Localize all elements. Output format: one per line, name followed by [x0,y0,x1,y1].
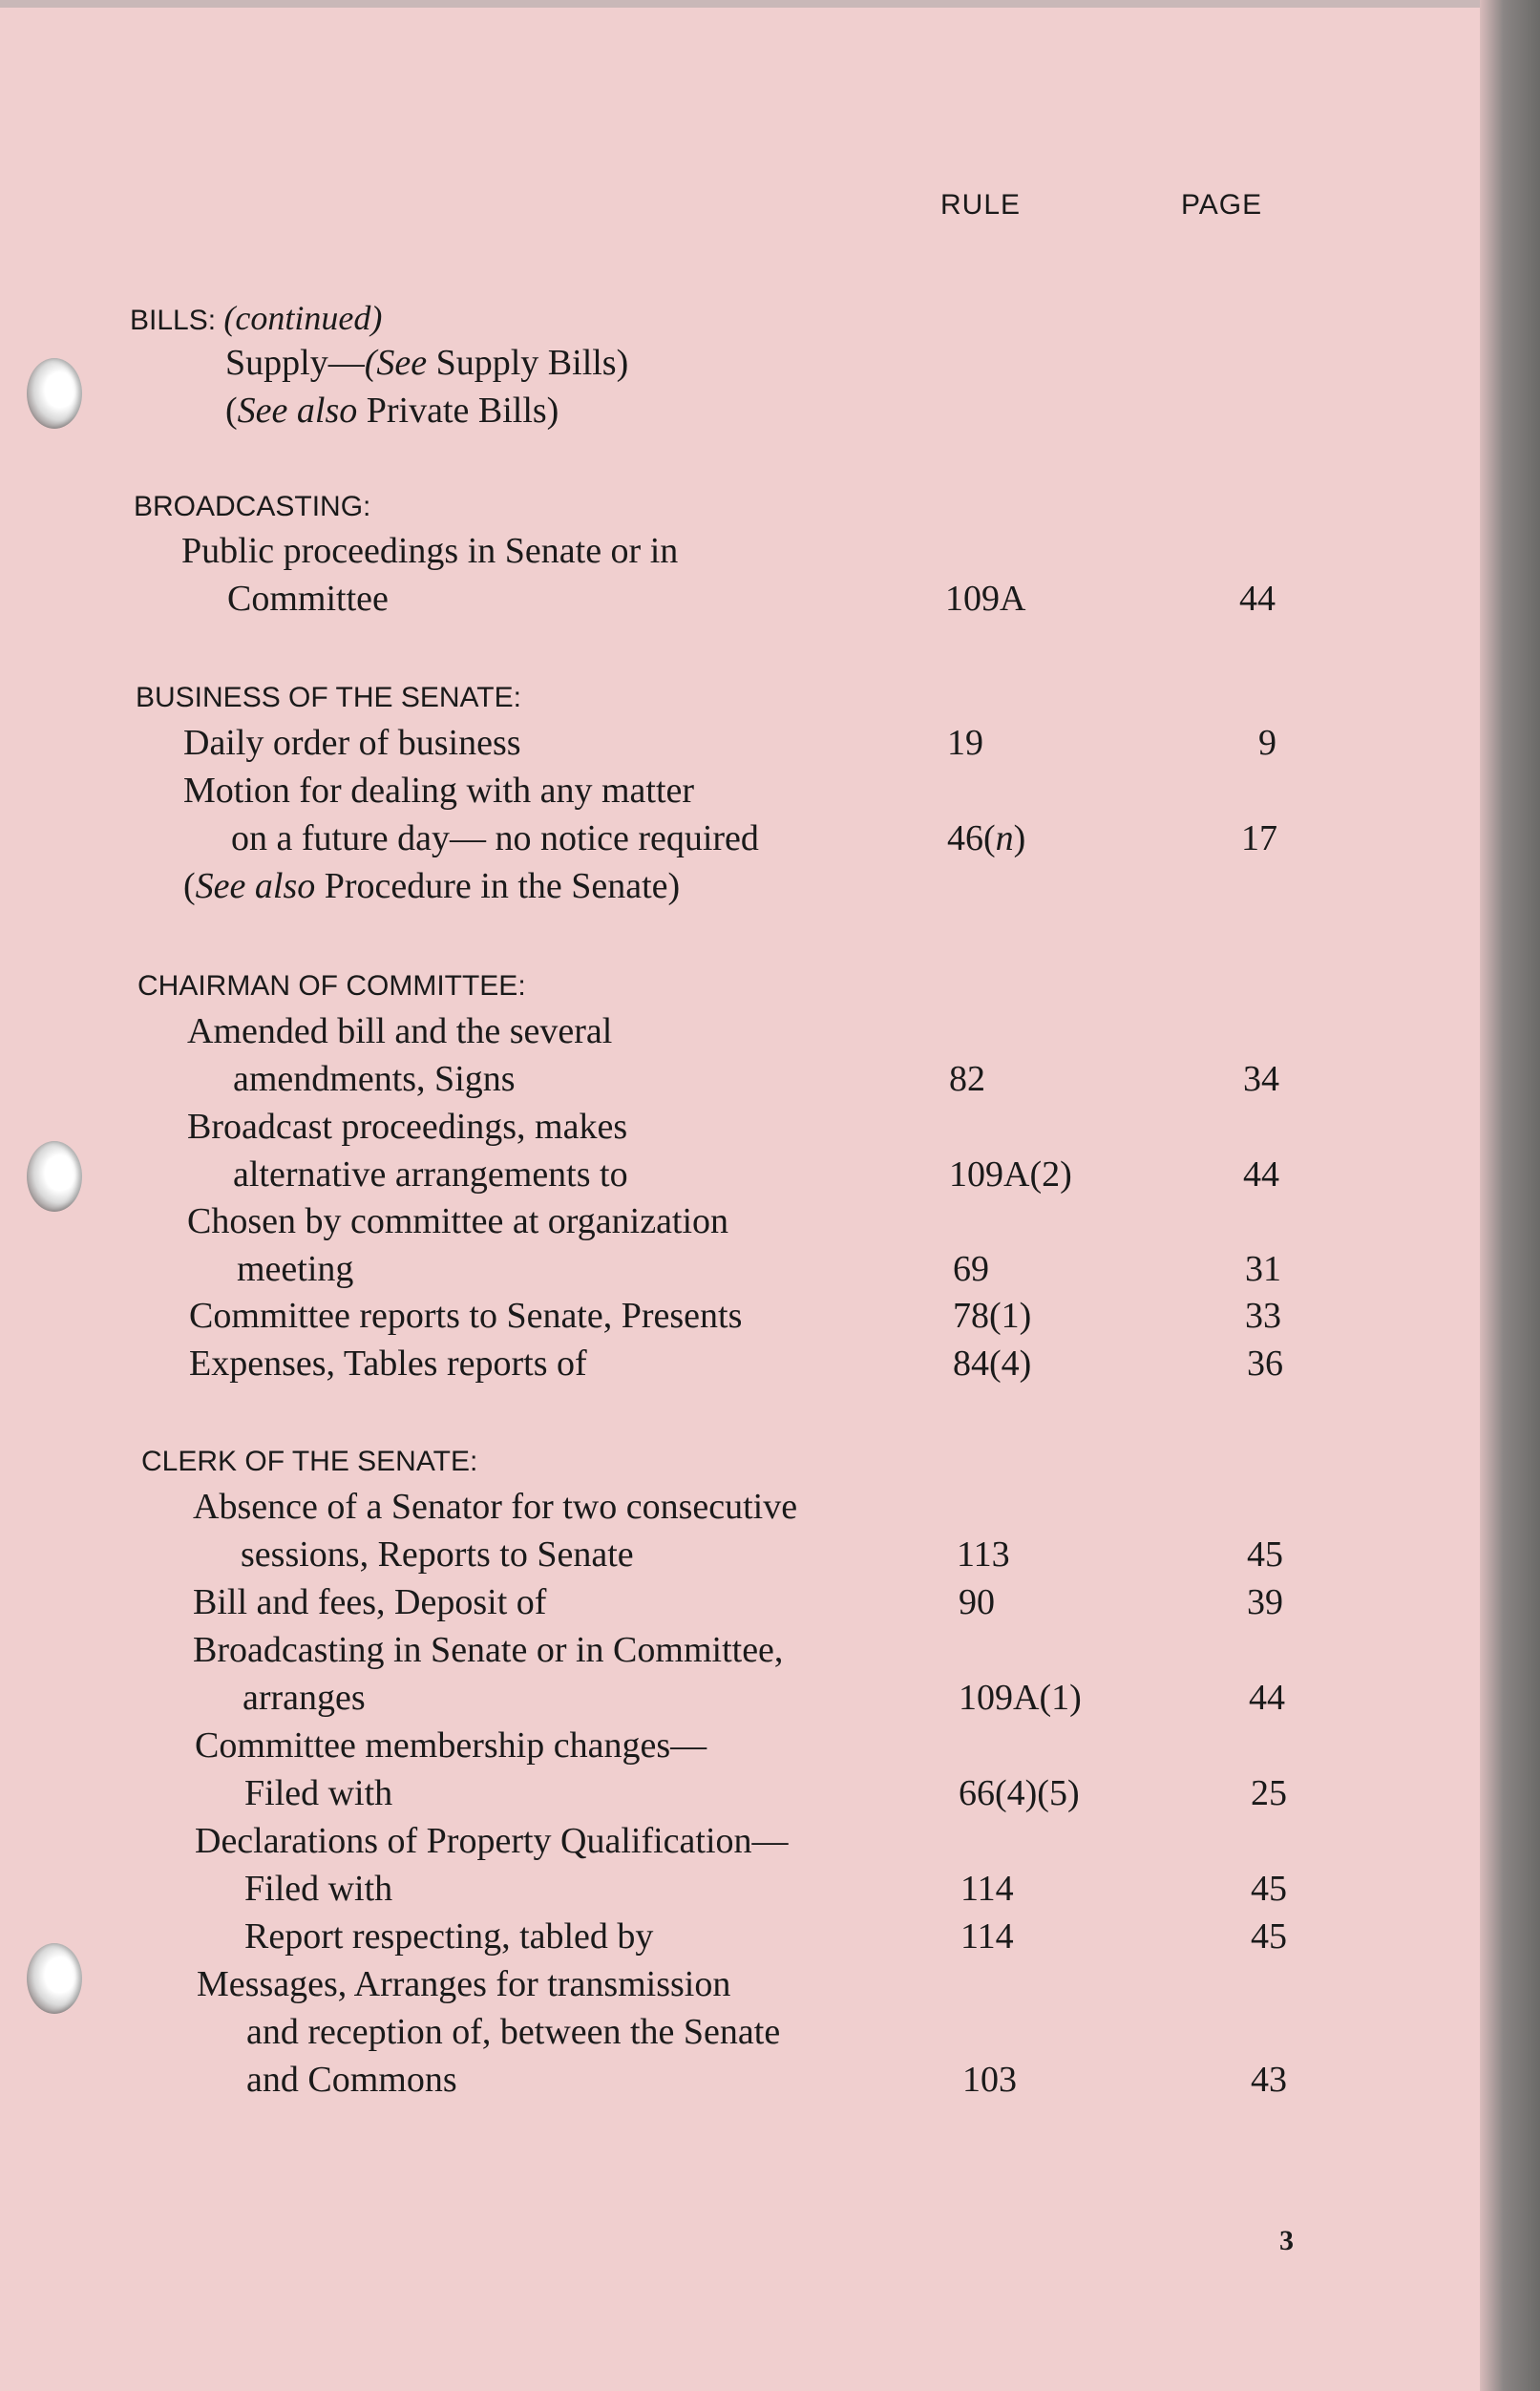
page-number: 44 [1243,1154,1279,1195]
rule-number: 46(n) [947,818,1026,858]
index-entry: sessions, Reports to Senate [241,1534,634,1575]
index-entry: Motion for dealing with any matter [183,771,695,811]
rule-number: 66(4)(5) [959,1773,1080,1813]
page-number: 36 [1247,1344,1283,1384]
index-entry: Broadcasting in Senate or in Committee, [193,1630,784,1670]
page-edge-shadow [1480,0,1540,2391]
page-number: 45 [1247,1534,1283,1575]
rule-number: 82 [949,1059,985,1099]
rule-number: 109A [945,579,1026,619]
page-number: 45 [1251,1916,1287,1957]
page-number: 34 [1243,1059,1279,1099]
section-heading-business: BUSINESS OF THE SENATE: [136,682,521,713]
index-entry: Filed with [244,1773,393,1813]
page-number: 39 [1247,1582,1283,1622]
rule-number: 69 [953,1249,989,1289]
page-number: 44 [1249,1678,1285,1718]
index-entry: and Commons [246,2060,457,2100]
rule-number: 114 [960,1869,1014,1909]
rule-number: 113 [957,1534,1010,1575]
binder-hole-icon [27,1943,82,2014]
rule-number: 114 [960,1916,1014,1957]
page-number: 45 [1251,1869,1287,1909]
page-number: 9 [1258,723,1276,763]
page-number: 31 [1245,1249,1281,1289]
index-entry: Filed with [244,1869,393,1909]
folio-page-number: 3 [1279,2225,1294,2256]
rule-number: 84(4) [953,1344,1032,1384]
rule-column-header: RULE [940,189,1022,221]
rule-number: 19 [947,723,983,763]
section-heading-bills: BILLS: (continued) [130,299,383,337]
page-number: 43 [1251,2060,1287,2100]
index-entry: Public proceedings in Senate or in [181,531,679,571]
index-entry: Supply—(See Supply Bills) [225,343,629,383]
index-entry: (See also Private Bills) [225,391,559,431]
binder-hole-icon [27,1141,82,1212]
page-number: 44 [1239,579,1276,619]
rule-number: 90 [959,1582,995,1622]
section-heading-clerk: CLERK OF THE SENATE: [141,1446,478,1477]
index-entry: Committee [227,579,389,619]
index-entry: Amended bill and the several [187,1011,613,1051]
rule-number: 103 [962,2060,1017,2100]
index-entry: and reception of, between the Senate [246,2012,781,2052]
binder-hole-icon [27,358,82,429]
index-entry: Bill and fees, Deposit of [193,1582,547,1622]
page-number: 17 [1241,818,1277,858]
index-entry: Expenses, Tables reports of [189,1344,587,1384]
index-entry: Daily order of business [183,723,521,763]
index-entry: alternative arrangements to [233,1154,628,1195]
index-entry: Committee reports to Senate, Presents [189,1296,743,1336]
index-entry: arranges [243,1678,366,1718]
page-number: 25 [1251,1773,1287,1813]
index-entry: (See also Procedure in the Senate) [183,866,681,906]
section-heading-broadcasting: BROADCASTING: [134,491,371,522]
index-entry: Committee membership changes— [195,1725,707,1766]
rule-number: 109A(2) [949,1154,1072,1195]
top-shadow [0,0,1480,8]
index-entry: Messages, Arranges for transmission [197,1964,731,2004]
page-column-header: PAGE [1181,189,1263,221]
index-entry: Report respecting, tabled by [244,1916,654,1957]
rule-number: 78(1) [953,1296,1032,1336]
rule-number: 109A(1) [959,1678,1082,1718]
index-entry: Declarations of Property Qualification— [195,1821,789,1861]
index-entry: amendments, Signs [233,1059,516,1099]
page-number: 33 [1245,1296,1281,1336]
index-entry: meeting [237,1249,354,1289]
index-entry: on a future day— no notice required [231,818,759,858]
index-entry: Chosen by committee at organization [187,1201,729,1241]
index-entry: Absence of a Senator for two consecutive [193,1487,798,1527]
section-heading-chairman: CHAIRMAN OF COMMITTEE: [137,970,526,1002]
index-entry: Broadcast proceedings, makes [187,1107,628,1147]
